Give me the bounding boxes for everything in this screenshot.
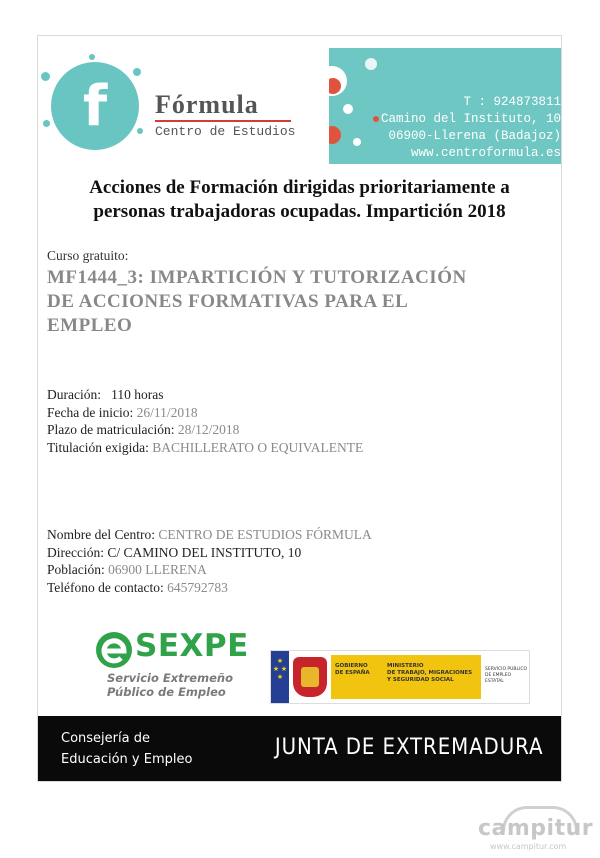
- consejeria-line-2: Educación y Empleo: [61, 752, 193, 767]
- consejeria-line-1: Consejería de: [61, 731, 150, 746]
- headline-line-2: personas trabajadoras ocupadas. Impartición 2018: [93, 201, 506, 222]
- contact-town: 06900-Llerena (Badajoz): [388, 129, 561, 143]
- phone-row: [47, 579, 372, 597]
- gobierno-line-1: GOBIERNO: [335, 663, 368, 669]
- enrolment-label: Plazo de matriculación:: [47, 422, 175, 437]
- course-title: [47, 266, 547, 338]
- ministerio-text: [387, 663, 472, 684]
- start-date-row: [47, 404, 363, 422]
- phone-value: 645792783: [167, 579, 228, 595]
- course-details: [47, 386, 363, 456]
- enrolment-value: 28/12/2018: [177, 422, 240, 437]
- consejeria-text: [61, 728, 192, 770]
- contact-phone: T : 924873811: [463, 95, 561, 109]
- address-label: Dirección:: [47, 544, 104, 560]
- course-title-line-1: MF1444_3: IMPARTICIÓN Y TUTORIZACIÓN: [47, 267, 467, 288]
- footer-bar: [38, 716, 561, 781]
- headline: [38, 176, 561, 224]
- center-name-row: [47, 526, 372, 544]
- degree-row: [47, 439, 363, 457]
- address-value: C/ CAMINO DEL INSTITUTO, 10: [107, 544, 302, 560]
- center-name-label: Nombre del Centro:: [47, 527, 155, 542]
- course-title-line-2: DE ACCIONES FORMATIVAS PARA EL: [47, 291, 409, 312]
- sexpe-e-icon: [95, 631, 133, 669]
- headline-line-1: Acciones de Formación dirigidas prioritariamente a: [89, 177, 510, 198]
- formula-logo: [51, 62, 139, 150]
- town-row: [47, 561, 372, 579]
- course-label: Curso gratuito:: [47, 248, 129, 263]
- sexpe-subtitle: [107, 671, 233, 699]
- enrolment-row: [47, 421, 363, 439]
- sepe-line-2: DE EMPLEO ESTATAL: [485, 673, 512, 684]
- eu-flag-icon: ★ ★ ★ ★: [271, 651, 289, 703]
- ministerio-line-2: DE TRABAJO, MIGRACIONES: [387, 670, 473, 676]
- brand-underline: [155, 120, 291, 122]
- gobierno-banner: [270, 650, 530, 704]
- town-label: Población:: [47, 562, 105, 577]
- contact-lines: [381, 94, 561, 162]
- ministerio-line-1: MINISTERIO: [387, 663, 424, 669]
- degree-label: Titulación exigida:: [47, 439, 149, 455]
- course-title-line-3: EMPLEO: [47, 315, 133, 336]
- duration-row: [47, 386, 363, 404]
- sexpe-sub-line-1: Servicio Extremeño: [107, 671, 233, 685]
- phone-label: Teléfono de contacto:: [47, 579, 164, 595]
- duration-value: 110 horas: [111, 387, 164, 402]
- start-date-label: Fecha de inicio:: [47, 404, 134, 420]
- degree-value: BACHILLERATO O EQUIVALENTE: [152, 439, 364, 455]
- center-name-value: CENTRO DE ESTUDIOS FÓRMULA: [158, 527, 372, 542]
- brand-name: Fórmula: [155, 90, 259, 119]
- brand-subtitle: Centro de Estudios: [155, 124, 296, 139]
- watermark-name: campitur: [478, 816, 594, 841]
- gobierno-text: [335, 663, 370, 677]
- coat-of-arms-icon: [293, 657, 327, 697]
- ministerio-line-3: Y SEGURIDAD SOCIAL: [387, 677, 454, 683]
- junta-text: JUNTA DE EXTREMADURA: [274, 735, 543, 760]
- gobierno-line-2: DE ESPAÑA: [335, 670, 370, 676]
- campitur-watermark: [474, 808, 594, 854]
- sepe-text: [485, 667, 529, 685]
- address-row: [47, 544, 372, 562]
- contact-street: Camino del Instituto, 10: [380, 112, 561, 126]
- sepe-line-1: SERVICIO PÚBLICO: [485, 667, 528, 672]
- contact-web: www.centroformula.es: [410, 146, 561, 160]
- start-date-value: 26/11/2018: [136, 404, 198, 420]
- flyer-sheet: [37, 35, 562, 782]
- sexpe-name: SEXPE: [135, 628, 249, 664]
- contact-panel: [329, 48, 561, 164]
- sexpe-sub-line-2: Público de Empleo: [107, 685, 226, 699]
- center-details: [47, 526, 372, 596]
- town-value: 06900 LLERENA: [108, 562, 207, 577]
- duration-label: Duración:: [47, 387, 101, 402]
- logo-letter: f: [82, 73, 108, 139]
- watermark-url: www.campitur.com: [490, 842, 567, 851]
